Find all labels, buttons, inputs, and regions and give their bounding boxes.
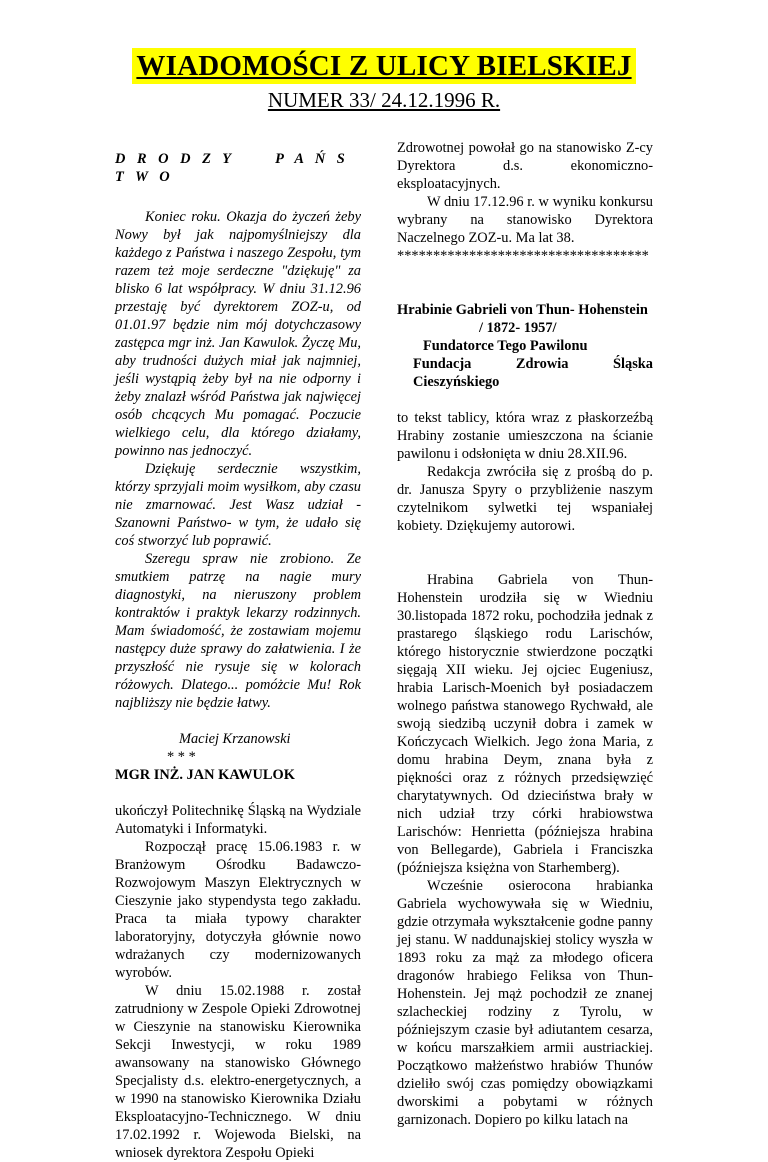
section-heading: MGR INŻ. JAN KAWULOK bbox=[115, 767, 295, 783]
greeting-word-1: D R O D Z Y bbox=[115, 151, 236, 167]
bio-paragraph: ukończył Politechnikę Śląską na Wydziale Automatyki i Informatyki. bbox=[115, 803, 361, 837]
letter-paragraph: Koniec roku. Okazja do życzeń żeby Nowy był jak najpomyślniejszy dla każdego z Państwa i naszego Zespołu, tym razem też moje serdeczne "dziękuję" za blisko 6 lat współpracy. W dniu 31.12.96 przestaję być dyrektorem ZOZ-u, od 01.01.97 będzie nim mój dotychczasowy zastępca mgr inż. Jan Kawulok. Życzę Mu, aby trudności dużych miał jak najmniej, jeśli wystąpią żeby był na nie odporny i żeby znalazł wśród Państwa jak najwięcej osób chcących Mu pomagać. Poczucie wielkiego celu, dla którego działamy, powinno nas jednoczyć. bbox=[115, 209, 361, 459]
story-paragraph: Wcześnie osierocona hrabianka Gabriela wychowywała się w Wiedniu, gdzie otrzymała wykształcenie godne panny jej stanu. W naddunajskiej stolicy wyszła w 1893 roku za mąż za młodego oficera dragonów hrabiego Feliksa von Thun-Hohenstein. Jej mąż pochodził ze znanej szlacheckiej rodziny z Tyrolu, w późniejszym czasie był adiutantem cesarza, w końcu marszałkiem armii austriackiej. Początkowo małżeństwo hrabiów Thunów dzieliło swój czas pomiędzy obowiązkami dworskimi a pobytami w różnych garnizonach. Dopiero po kilku latach na bbox=[397, 878, 653, 1128]
plaque-line: Fundacja Zdrowia Śląska Cieszyńskiego bbox=[413, 356, 653, 390]
bio-paragraph: W dniu 17.12.96 r. w wyniku konkursu wybrany na stanowisko Dyrektora Naczelnego ZOZ-u. Ma lat 38. bbox=[397, 194, 653, 246]
letter-paragraph: Dziękuję serdecznie wszystkim, którzy sprzyjali moim wysiłkom, aby czasu nie zmarnować. Jest Wasz udział - Szanowni Państwo- w tym, że udało się coś stworzyć lub poprawić. bbox=[115, 461, 361, 549]
letter-paragraph: Szeregu spraw nie zrobiono. Ze smutkiem patrzę na nagie mury diagnostyki, na nieruszony problem kontraktów i praktyk lekarzy rodzinnych. Mam świadomość, że zostawiam mojemu następcy duże sprawy do załatwienia. I że przyszłość nie rysuje się w kolorach różowych. Dlatego... pomóżcie Mu! Rok najbliższy nie będzie łatwy. bbox=[115, 551, 361, 711]
newsletter-title: WIADOMOŚCI Z ULICY BIELSKIEJ bbox=[132, 48, 635, 84]
plaque-text bbox=[397, 301, 653, 391]
left-column bbox=[115, 150, 361, 1162]
greeting bbox=[115, 150, 361, 186]
right-column bbox=[397, 139, 653, 1129]
bio-paragraph: Rozpoczął pracę 15.06.1983 r. w Branżowym Ośrodku Badawczo- Rozwojowym Maszyn Elektrycznych w Cieszynie jako stypendysta tego zakładu. Praca ta miała typowy charakter laboratoryjny, dotyczyła głównie nowo wdrażanych czy modernizowanych wyrobów. bbox=[115, 839, 361, 981]
plaque-line: Hrabinie Gabrieli von Thun- Hohenstein bbox=[397, 302, 648, 318]
intro-paragraph: to tekst tablicy, która wraz z płaskorzeźbą Hrabiny zostanie umieszczona na ścianie pawilonu i odsłonięta w dniu 28.XII.96. bbox=[397, 410, 653, 462]
signature: Maciej Krzanowski bbox=[179, 731, 291, 747]
plaque-line: / 1872- 1957/ bbox=[479, 320, 557, 336]
bio-continuation: Zdrowotnej powołał go na stanowisko Z-cy Dyrektora d.s. ekonomiczno-eksploatacyjnych. bbox=[397, 140, 653, 192]
greeting-word-2: P A Ń S T W O bbox=[115, 151, 349, 185]
star-separator: *********************************** bbox=[397, 248, 649, 264]
intro-paragraph: Redakcja zwróciła się z prośbą do p. dr. Janusza Spyry o przybliżenie naszym czytelnikom sylwetki tej wspaniałej kobiety. Dziękujemy autorowi. bbox=[397, 464, 653, 534]
story-paragraph: Hrabina Gabriela von Thun-Hohenstein urodziła się w Wiedniu 30.listopada 1872 roku, pochodziła jednak z prastarego śląskiego rodu Larischów, którego historycznie stwierdzone początki sięgają XII wieku. Jej ojciec Eugeniusz, hrabia Larisch-Moenich był posiadaczem wolnego państwa stanowego Rychwałd, ale swoją siedzibą uczynił dobra i zamek w Kończycach Wielkich. Jego żona Maria, z domu hrabina Deym, znana była z piękności oraz z różnych przedsięwzięć charytatywnych. Od dzieciństwa brały w nich udział trzy córki hrabiowstwa Larischów: Henrietta (późniejsza hrabina von Bellegarde), Gabriela i Franciszka (późniejsza księżna von Starhemberg). bbox=[397, 572, 653, 876]
issue-number: NUMER 33/ 24.12.1996 R. bbox=[267, 88, 501, 112]
bio-paragraph: W dniu 15.02.1988 r. został zatrudniony w Zespole Opieki Zdrowotnej w Cieszynie na stanowisku Kierownika Sekcji Inwestycji, w roku 1989 awansowany na stanowisko Głównego Specjalisty d.s. elektro-energetycznych, a w 1990 na stanowisko Kierownika Działu Eksploatacyjno-Technicznego. W dniu 17.02.1992 r. Wojewoda Bielski, na wniosek dyrektora Zespołu Opieki bbox=[115, 983, 361, 1161]
plaque-line: Fundatorce Tego Pawilonu bbox=[423, 338, 588, 354]
section-separator: * * * bbox=[167, 749, 196, 765]
masthead bbox=[0, 48, 768, 84]
